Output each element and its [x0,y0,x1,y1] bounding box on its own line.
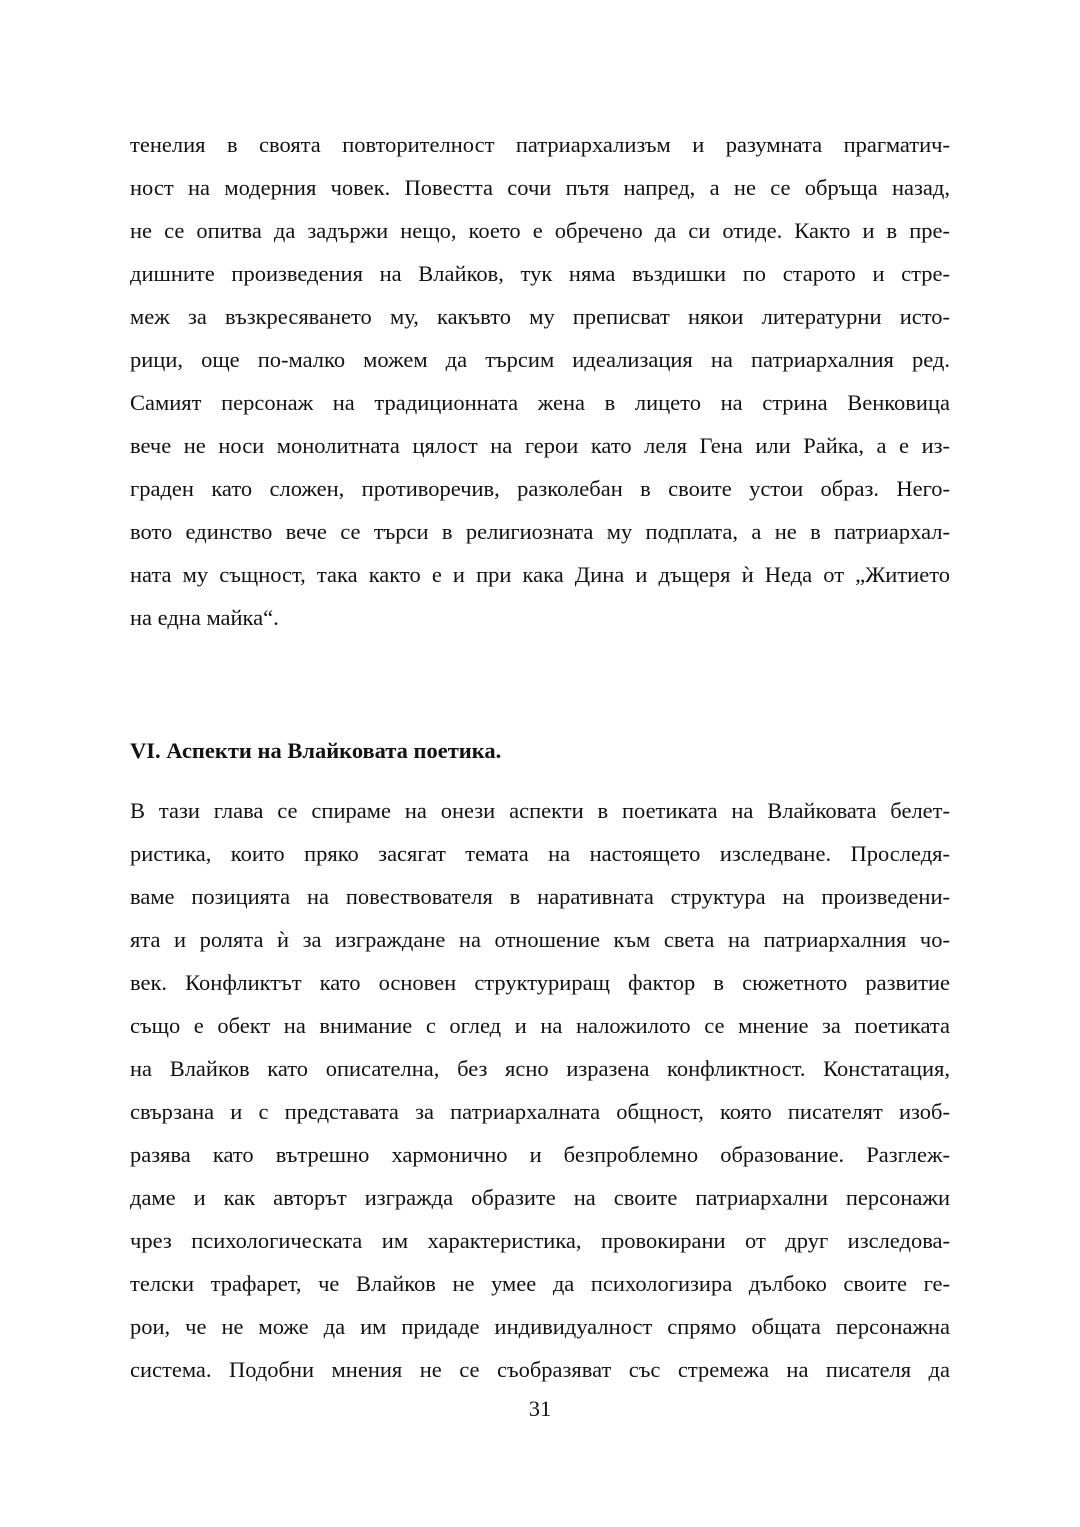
text-line: система. Подобни мнения не се съобразяват със стремежа на писателя да [130,1357,950,1382]
text-line: разява като вътрешно хармонично и безпроблемно образование. Разглеж- [130,1142,950,1167]
text-line: рои, че не може да им придаде индивидуалност спрямо общата персонажна [130,1314,950,1339]
text-line: ристика, които пряко засягат темата на настоящето изследване. Проследя- [130,841,950,866]
text-line: век. Конфликтът като основен структуриращ фактор в сюжетното развитие [130,970,950,995]
text-line: даме и как авторът изгражда образите на своите патриархални персонажи [130,1185,950,1210]
text-line: също е обект на внимание с оглед и на наложилото се мнение за поетиката [130,1013,950,1038]
text-line: на Влайков като описателна, без ясно изразена конфликтност. Констатация, [130,1056,950,1081]
text-line: рици, още по-малко можем да търсим идеализация на патриархалния ред. [130,347,950,372]
text-line: свързана и с представата за патриархалната общност, която писателят изоб- [130,1099,950,1124]
text-line: не се опитва да задържи нещо, което е обречено да си отиде. Както и в пре- [130,218,950,243]
text-line: ваме позицията на повествователя в наративната структура на произведени- [130,884,950,909]
text-line: ност на модерния човек. Повестта сочи пътя напред, а не се обръща назад, [130,175,950,200]
text-line: меж за възкресяването му, какъвто му преписват някои литературни исто- [130,304,950,329]
text-line: вече не носи монолитната цялост на герои като леля Гена или Райка, а е из- [130,433,950,458]
text-line: граден като сложен, противоречив, разколебан в своите устои образ. Него- [130,476,950,501]
text-line: вото единство вече се търси в религиозната му подплата, а не в патриархал- [130,519,950,544]
body-paragraph-2 [130,789,950,1391]
text-line: ята и ролята ѝ за изграждане на отношение към света на патриархалния чо- [130,927,950,952]
text-line: ната му същност, така както е и при кака Дина и дъщеря ѝ Неда от „Житието [130,562,950,587]
body-paragraph-1 [130,123,950,639]
page-number: 31 [528,1396,552,1421]
text-line: телски трафарет, че Влайков не умее да психологизира дълбоко своите ге- [130,1271,950,1296]
text-line: тенелия в своята повторителност патриархализъм и разумната прагматич- [130,132,950,157]
text-line: дишните произведения на Влайков, тук няма въздишки по старото и стре- [130,261,950,286]
section-heading: VI. Аспекти на Влайковата поетика. [130,738,502,763]
text-line: чрез психологическата им характеристика, провокирани от друг изследова- [130,1228,950,1253]
text-line: В тази глава се спираме на онези аспекти в поетиката на Влайковата белет- [130,798,950,823]
text-line: Самият персонаж на традиционната жена в лицето на стрина Венковица [130,390,950,415]
text-line: на една майка“. [130,605,279,630]
